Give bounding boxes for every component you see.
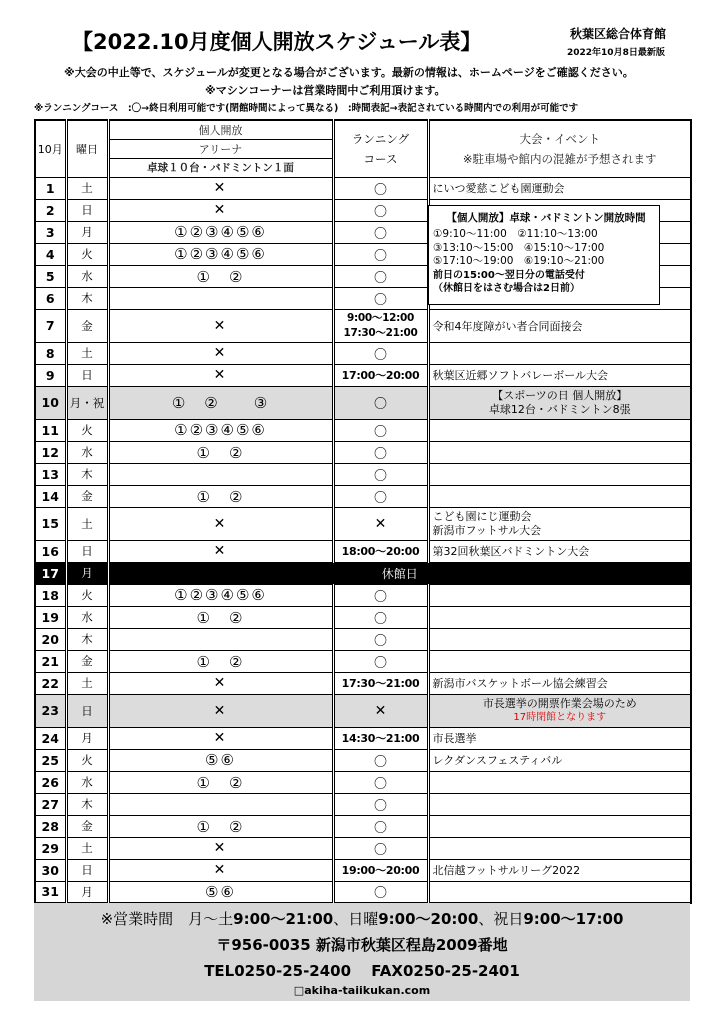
table-row (35, 749, 691, 771)
day-number: 26 (35, 771, 66, 793)
arena-slots: ✕ (108, 364, 333, 386)
arena-slots: ✕ (108, 507, 333, 540)
day-number: 6 (35, 287, 66, 309)
running-course-status: 〇 (333, 881, 428, 903)
running-course-status: 〇 (333, 177, 428, 199)
arena-slots: ① ② (108, 265, 333, 287)
day-number: 16 (35, 540, 66, 562)
phone-reservation-note: 前日の15:00～翌日分の電話受付 (433, 269, 585, 281)
day-number: 15 (35, 507, 66, 540)
table-row (35, 419, 691, 441)
info-box-slot-line: ③13:10～15:00 ④15:10～17:00 (433, 241, 605, 254)
running-course-status: 〇 (333, 837, 428, 859)
event-cell (428, 463, 691, 485)
day-number: 8 (35, 342, 66, 364)
closed-day-label: 休館日 (108, 562, 691, 584)
event-cell (428, 584, 691, 606)
hours-holiday-label: 、祝日 (478, 910, 524, 928)
arena-slots: ✕ (108, 837, 333, 859)
running-course-status: 17:30～21:00 (333, 672, 428, 694)
website-url: akiha-taiikukan.com (304, 984, 431, 997)
event-cell (428, 694, 691, 727)
arena-slots (108, 463, 333, 485)
arena-slots: ①②③④⑤⑥ (108, 221, 333, 243)
running-header-line1: ランニング (351, 131, 410, 146)
day-number: 30 (35, 859, 66, 881)
weekday: 月 (66, 562, 108, 584)
day-number: 4 (35, 243, 66, 265)
day-number: 20 (35, 628, 66, 650)
event-cell: にいつ愛慈こども園運動会 (428, 177, 691, 199)
event-name: こども園にじ運動会 (432, 509, 532, 523)
weekday: 水 (66, 771, 108, 793)
day-number: 29 (35, 837, 66, 859)
weekday-header: 曜日 (66, 120, 108, 177)
arena-slots: ① ② (108, 606, 333, 628)
table-row (35, 672, 691, 694)
running-course-status: 〇 (333, 485, 428, 507)
day-number: 9 (35, 364, 66, 386)
event-cell: 北信越フットサルリーグ2022 (428, 859, 691, 881)
weekday: 木 (66, 793, 108, 815)
running-course-status: 〇 (333, 419, 428, 441)
hours-sunday: 9:00～20:00 (378, 910, 479, 928)
phone-fax: TEL0250-25-2400 FAX0250-25-2401 (204, 962, 520, 980)
weekday: 水 (66, 441, 108, 463)
running-course-status: 〇 (333, 463, 428, 485)
day-number: 13 (35, 463, 66, 485)
arena-slots: ①②③④⑤⑥ (108, 584, 333, 606)
arena-slots: ✕ (108, 199, 333, 221)
running-course-status: 〇 (333, 221, 428, 243)
computer-icon: □ (293, 984, 305, 997)
running-course-status: 〇 (333, 342, 428, 364)
weekday: 土 (66, 507, 108, 540)
day-number: 28 (35, 815, 66, 837)
page-title: 【2022.10月度個人開放スケジュール表】 (72, 30, 482, 54)
info-box-title: 【個人開放】卓球・バドミントン開放時間 (446, 212, 646, 224)
event-cell (428, 837, 691, 859)
weekday: 月 (66, 727, 108, 749)
event-cell: レクダンスフェスティバル (428, 749, 691, 771)
arena-slots: ✕ (108, 309, 333, 342)
arena-slots: ① ② (108, 771, 333, 793)
arena-slots: ✕ (108, 540, 333, 562)
weekday: 土 (66, 672, 108, 694)
table-row (35, 562, 691, 584)
table-row (35, 694, 691, 727)
arena-slots: ⑤⑥ (108, 749, 333, 771)
arena-slots: ① ② (108, 650, 333, 672)
arena-slots: ① ② ③ (108, 386, 333, 419)
weekday: 火 (66, 243, 108, 265)
weekday: 月 (66, 881, 108, 903)
events-header-line2: ※駐車場や館内の混雑が予想されます (462, 151, 657, 166)
running-course-status: 17:00～20:00 (333, 364, 428, 386)
day-number: 11 (35, 419, 66, 441)
running-course-status: 〇 (333, 628, 428, 650)
table-row (35, 606, 691, 628)
day-number: 27 (35, 793, 66, 815)
table-row (35, 815, 691, 837)
weekday: 土 (66, 342, 108, 364)
event-cell: 秋葉区近郷ソフトバレーボール大会 (428, 364, 691, 386)
weekday: 日 (66, 694, 108, 727)
event-cell (428, 881, 691, 903)
hours-prefix: ※営業時間 月～土 (100, 910, 234, 928)
weekday: 木 (66, 628, 108, 650)
weekday: 金 (66, 485, 108, 507)
running-course-status: ✕ (333, 694, 428, 727)
weekday: 日 (66, 540, 108, 562)
running-course-status: 〇 (333, 606, 428, 628)
running-course-status: 〇 (333, 749, 428, 771)
weekday: 水 (66, 265, 108, 287)
table-row (35, 386, 691, 419)
hours-weekday: 9:00～21:00 (233, 910, 334, 928)
event-cell (428, 419, 691, 441)
arena-slots: ✕ (108, 672, 333, 694)
events-header (428, 120, 691, 177)
info-box-slot-line: ⑤17:10～19:00 ⑥19:10～21:00 (433, 255, 605, 267)
weekday: 金 (66, 650, 108, 672)
running-course-status: 18:00～20:00 (333, 540, 428, 562)
hours-holiday: 9:00～17:00 (523, 910, 624, 928)
arena-slots: ✕ (108, 694, 333, 727)
event-cell (428, 628, 691, 650)
day-number: 18 (35, 584, 66, 606)
table-row (35, 859, 691, 881)
day-number: 5 (35, 265, 66, 287)
table-row (35, 441, 691, 463)
event-cell (428, 815, 691, 837)
table-row (35, 540, 691, 562)
running-course-status: 〇 (333, 386, 428, 419)
table-row (35, 463, 691, 485)
event-cell (428, 650, 691, 672)
footer-info (34, 903, 690, 1001)
open-hours-info-box (428, 205, 660, 305)
table-row (35, 793, 691, 815)
running-time-range: 9:00～12:00 (346, 311, 415, 324)
arena-sub-header: 卓球１０台・バドミントン１面 (108, 158, 333, 177)
day-number: 21 (35, 650, 66, 672)
website-link[interactable] (34, 984, 690, 997)
arena-slots (108, 287, 333, 309)
table-row (35, 628, 691, 650)
arena-slots (108, 793, 333, 815)
running-course-status: 19:00～20:00 (333, 859, 428, 881)
arena-slots: ⑤⑥ (108, 881, 333, 903)
arena-slots: ✕ (108, 727, 333, 749)
running-course-header (333, 120, 428, 177)
table-row (35, 727, 691, 749)
running-header-line2: コース (363, 151, 398, 166)
hours-sunday-label: 、日曜 (333, 910, 379, 928)
running-course-status: 〇 (333, 771, 428, 793)
event-cell (428, 771, 691, 793)
event-cell (428, 507, 691, 540)
events-header-line1: 大会・イベント (519, 131, 600, 146)
event-cell (428, 441, 691, 463)
weekday: 金 (66, 309, 108, 342)
running-course-status: 〇 (333, 441, 428, 463)
running-course-hours (333, 309, 428, 342)
day-number: 23 (35, 694, 66, 727)
day-number: 17 (35, 562, 66, 584)
running-course-status: 〇 (333, 287, 428, 309)
arena-slots: ① ② (108, 485, 333, 507)
personal-open-header: 個人開放 (108, 120, 333, 139)
event-cell (428, 606, 691, 628)
arena-slots (108, 628, 333, 650)
arena-slots: ✕ (108, 342, 333, 364)
event-name: 新潟市フットサル大会 (432, 523, 542, 537)
day-number: 24 (35, 727, 66, 749)
table-row (35, 177, 691, 199)
weekday: 火 (66, 419, 108, 441)
table-row (35, 364, 691, 386)
day-number: 10 (35, 386, 66, 419)
table-row (35, 309, 691, 342)
machine-corner-note: ※マシンコーナーは営業時間中ご利用頂けます。 (205, 84, 446, 97)
running-time-range: 17:30～21:00 (343, 326, 418, 339)
running-course-status: 〇 (333, 199, 428, 221)
closing-time-notice: 17時閉館となります (513, 711, 607, 723)
arena-slots: ① ② (108, 441, 333, 463)
arena-slots: ①②③④⑤⑥ (108, 419, 333, 441)
running-course-status: 〇 (333, 584, 428, 606)
day-number: 3 (35, 221, 66, 243)
running-course-status: 14:30～21:00 (333, 727, 428, 749)
arena-slots: ✕ (108, 859, 333, 881)
table-row (35, 650, 691, 672)
weekday: 日 (66, 199, 108, 221)
running-course-note: ※ランニングコース :〇→終日利用可能です(閉館時間によって異なる) :時間表記→表記されている時間内での利用が可能です (34, 103, 579, 114)
weekday: 日 (66, 859, 108, 881)
month-header: 10月 (35, 120, 66, 177)
event-cell: 第32回秋葉区バドミントン大会 (428, 540, 691, 562)
info-box-slot-line: ①9:10～11:00 ②11:10～13:00 (433, 228, 598, 240)
running-course-status: 〇 (333, 793, 428, 815)
table-row (35, 507, 691, 540)
event-cell (428, 793, 691, 815)
schedule-change-note: ※大会の中止等で、スケジュールが変更となる場合がございます。最新の情報は、ホームページをご確認ください。 (64, 66, 634, 79)
running-course-status: ✕ (333, 507, 428, 540)
weekday: 火 (66, 749, 108, 771)
weekday: 土 (66, 177, 108, 199)
event-cell: 令和4年度障がい者合同面接会 (428, 309, 691, 342)
weekday: 木 (66, 287, 108, 309)
running-course-status: 〇 (333, 815, 428, 837)
weekday: 土 (66, 837, 108, 859)
event-cell (428, 386, 691, 419)
arena-slots: ① ② (108, 815, 333, 837)
weekday: 月 (66, 221, 108, 243)
running-course-status: 〇 (333, 243, 428, 265)
weekday: 火 (66, 584, 108, 606)
day-number: 25 (35, 749, 66, 771)
weekday: 日 (66, 364, 108, 386)
table-row (35, 881, 691, 903)
arena-slots: ✕ (108, 177, 333, 199)
weekday: 金 (66, 815, 108, 837)
event-name: 市長選挙の開票作業会場のため (482, 696, 637, 710)
day-number: 19 (35, 606, 66, 628)
table-row (35, 342, 691, 364)
table-row (35, 837, 691, 859)
event-name: 卓球12台・バドミントン8張 (488, 402, 631, 416)
address: 〒956-0035 新潟市秋葉区程島2009番地 (216, 936, 508, 954)
day-number: 14 (35, 485, 66, 507)
day-number: 12 (35, 441, 66, 463)
arena-slots: ①②③④⑤⑥ (108, 243, 333, 265)
day-number: 22 (35, 672, 66, 694)
day-number: 1 (35, 177, 66, 199)
table-row (35, 584, 691, 606)
event-cell (428, 485, 691, 507)
day-number: 7 (35, 309, 66, 342)
weekday: 木 (66, 463, 108, 485)
event-cell: 新潟市バスケットボール協会練習会 (428, 672, 691, 694)
table-row (35, 771, 691, 793)
event-cell: 市長選挙 (428, 727, 691, 749)
update-date: 2022年10月8日最新版 (567, 48, 665, 58)
running-course-status: 〇 (333, 650, 428, 672)
arena-header: アリーナ (108, 139, 333, 158)
day-number: 31 (35, 881, 66, 903)
closed-day-reservation-note: （休館日をはさむ場合は2日前） (433, 283, 580, 294)
weekday: 月・祝 (66, 386, 108, 419)
event-name: 【スポーツの日 個人開放】 (492, 388, 628, 402)
running-course-status: 〇 (333, 265, 428, 287)
organization-name: 秋葉区総合体育館 (570, 27, 667, 41)
day-number: 2 (35, 199, 66, 221)
business-hours (34, 908, 690, 929)
event-cell (428, 342, 691, 364)
table-row (35, 485, 691, 507)
weekday: 水 (66, 606, 108, 628)
